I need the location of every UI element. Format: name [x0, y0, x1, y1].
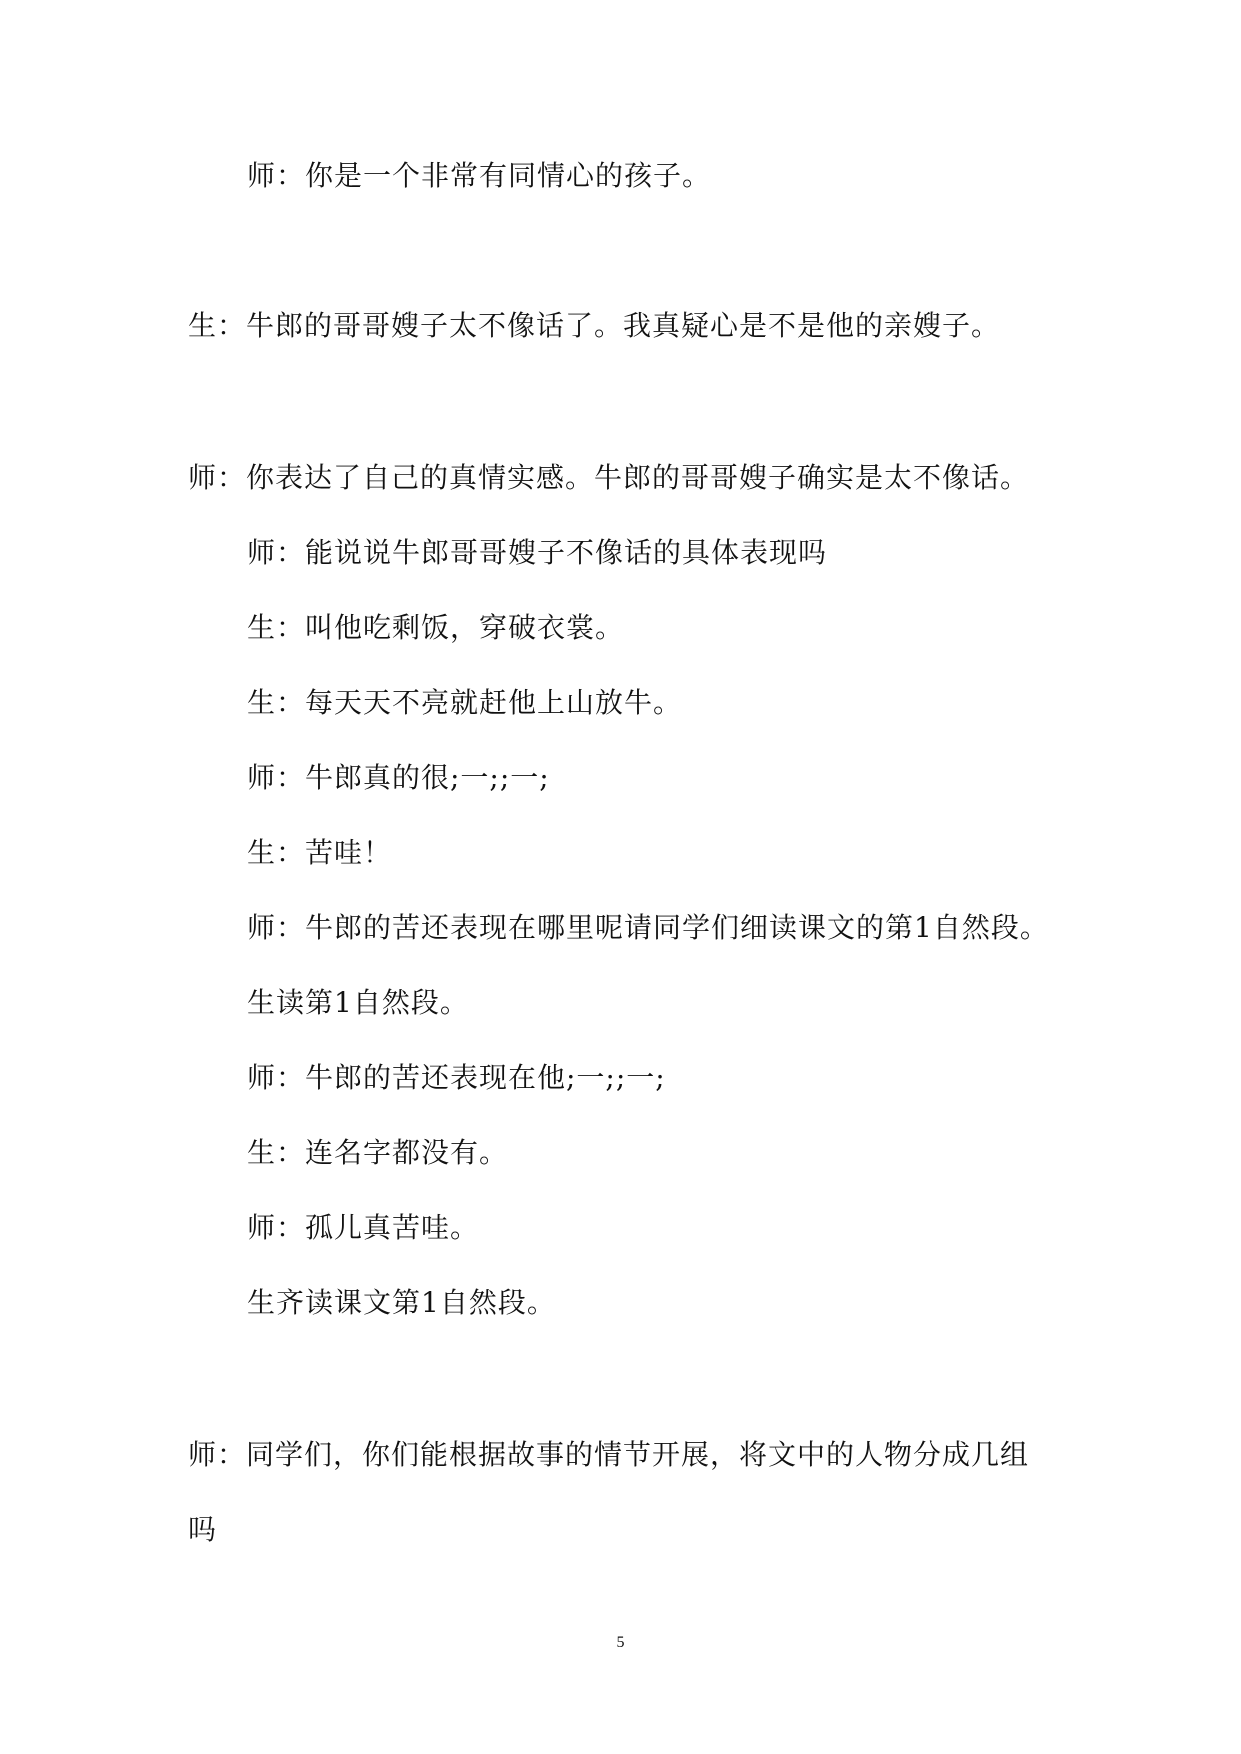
dialogue-line-3: 师：你表达了自己的真情实感。牛郎的哥哥嫂子确实是太不像话。 — [188, 461, 1030, 494]
dialogue-line-13: 师：孤儿真苦哇。 — [247, 1211, 480, 1244]
dialogue-line-11: 师：牛郎的苦还表现在他;一;;一; — [247, 1061, 666, 1094]
dialogue-line-9: 师：牛郎的苦还表现在哪里呢请同学们细读课文的第1自然段。 — [247, 911, 1049, 944]
dialogue-line-8: 生：苦哇！ — [247, 836, 393, 869]
dialogue-line-12: 生：连名字都没有。 — [247, 1136, 509, 1169]
dialogue-line-2: 生：牛郎的哥哥嫂子太不像话了。我真疑心是不是他的亲嫂子。 — [188, 309, 1001, 342]
dialogue-line-14: 生齐读课文第1自然段。 — [247, 1286, 556, 1319]
page-number: 5 — [616, 1634, 625, 1651]
dialogue-line-16: 吗 — [188, 1513, 218, 1546]
dialogue-line-10: 生读第1自然段。 — [247, 986, 469, 1019]
dialogue-line-4: 师：能说说牛郎哥哥嫂子不像话的具体表现吗 — [247, 536, 828, 569]
dialogue-line-15: 师：同学们，你们能根据故事的情节开展，将文中的人物分成几组 — [188, 1438, 1030, 1471]
dialogue-line-1: 师：你是一个非常有同情心的孩子。 — [247, 159, 712, 192]
dialogue-line-5: 生：叫他吃剩饭，穿破衣裳。 — [247, 611, 625, 644]
dialogue-line-7: 师：牛郎真的很;一;;一; — [247, 761, 550, 794]
dialogue-line-6: 生：每天天不亮就赶他上山放牛。 — [247, 686, 683, 719]
